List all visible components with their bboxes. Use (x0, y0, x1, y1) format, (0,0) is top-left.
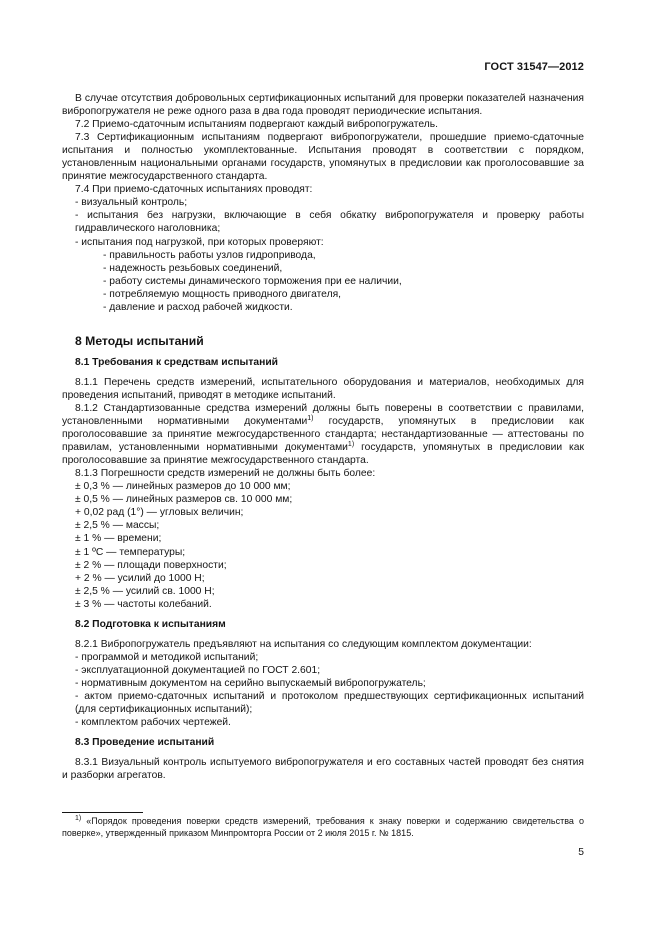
list-item: - эксплуатационной документацией по ГОСТ 2.601; (75, 664, 321, 676)
paragraph-8-1-1: 8.1.1 Перечень средств измерений, испытательного оборудования и материалов, необходимых для проведения испытаний, приводят в методике испытаний. (62, 376, 584, 401)
paragraph-8-1-3: 8.1.3 Погрешности средств измерений не должны быть более: (75, 468, 376, 480)
paragraph-8-2-1: 8.2.1 Вибропогружатель предъявляют на испытания со следующим комплектом документации: (75, 638, 532, 650)
list-item: - визуальный контроль; (75, 197, 188, 209)
list-item: - испытания под нагрузкой, при которых проверяют: (75, 236, 324, 248)
paragraph-periodic-tests: В случае отсутствия добровольных сертификационных испытаний для проверки показателей назначения вибропогружателя не реже одного раза в два года проводят периодические испытания. (62, 93, 584, 118)
document-number: ГОСТ 31547—2012 (484, 61, 584, 73)
paragraph-8-1-2-part: государств, упомянутых в предисловии как проголосовавшие за принятие межгосударственного стандарта; нестандартизованные — аттестованы по правилам, установленными нормативными документами (62, 416, 584, 454)
sub-list-item: - правильность работы узлов гидропривода, (103, 249, 316, 261)
footnote-text: «Порядок проведения поверки средств измерений, требования к знаку поверки и содержанию свидетельства о поверке», утвержденный приказом Минпромторга России от 2 июля 2015 г. № 1815. (62, 816, 584, 838)
paragraph-8-1-2-part: государств, упомянутых в предисловии как проголосовавшие за принятие межгосударственного стандарта. (62, 442, 584, 467)
footnote-mark: 1) (75, 815, 82, 822)
page-body (62, 92, 584, 782)
error-limit-item: ± 2,5 % — массы; (75, 520, 160, 532)
error-limit-item: + 2 % — усилий до 1000 Н; (75, 572, 205, 584)
error-limit-item: + 0,02 рад (1°) — угловых величин; (75, 507, 244, 519)
footnote-reference: 1) (307, 415, 314, 423)
subsection-8-1-heading: 8.1 Требования к средствам испытаний (75, 356, 278, 368)
paragraph-8-1-2 (62, 402, 584, 467)
subsection-8-2-heading: 8.2 Подготовка к испытаниям (75, 618, 226, 630)
section-8-heading: 8 Методы испытаний (75, 333, 204, 348)
paragraph-8-1-2-part: 8.1.2 Стандартизованные средства измерений должны быть поверены в соответствии с правилами, установленными нормативными документами (62, 402, 584, 428)
sub-list-item: - потребляемую мощность приводного двигателя, (103, 288, 342, 300)
error-limit-item: ± 2,5 % — усилий св. 1000 Н; (75, 585, 215, 597)
footnote-divider (62, 812, 143, 813)
sub-list-item: - надежность резьбовых соединений, (103, 262, 283, 274)
list-item: - программой и методикой испытаний; (75, 651, 259, 663)
error-limit-item: ± 2 % — площади поверхности; (75, 559, 227, 571)
sub-list-item: - работу системы динамического торможения при ее наличии, (103, 275, 402, 287)
error-limit-item: ± 1 % — времени; (75, 533, 162, 545)
paragraph-7-4: 7.4 При приемо-сдаточных испытаниях проводят: (75, 184, 313, 196)
paragraph-8-3-1: 8.3.1 Визуальный контроль испытуемого вибропогружателя и его составных частей проводят без снятия и разборки агрегатов. (62, 757, 584, 782)
footnote (62, 816, 584, 840)
list-item: - комплектом рабочих чертежей. (75, 717, 231, 729)
error-limit-item: ± 1 ºС — температуры; (75, 546, 186, 558)
list-item: - испытания без нагрузки, включающие в себя обкатку вибропогружателя и проверку работы гидравлического наголовника; (75, 210, 584, 235)
document-page (62, 0, 584, 935)
error-limit-item: ± 0,3 % — линейных размеров до 10 000 мм; (75, 481, 291, 493)
list-item: - актом приемо-сдаточных испытаний и протоколом предшествующих сертификационных испытаний (для сертификационных испытаний); (75, 690, 584, 716)
paragraph-7-3: 7.3 Сертификационным испытаниям подвергают вибропогружатели, прошедшие приемо-сдаточные испытания и полностью укомплектованные. Испытания проводят в соответствии с порядком, установленным национальными органами государств, упомянутых в предисловии как проголосовавшие за принятие межгосударственного стандарта. (62, 132, 584, 183)
footnote-reference: 1) (347, 441, 355, 449)
error-limit-item: ± 0,5 % — линейных размеров св. 10 000 мм; (75, 494, 293, 506)
subsection-8-3-heading: 8.3 Проведение испытаний (75, 737, 215, 749)
page-number: 5 (578, 847, 584, 858)
paragraph-7-2: 7.2 Приемо-сдаточным испытаниям подвергают каждый вибропогружатель. (75, 119, 439, 131)
error-limit-item: ± 3 % — частоты колебаний. (75, 598, 212, 610)
list-item: - нормативным документом на серийно выпускаемый вибропогружатель; (75, 677, 426, 689)
sub-list-item: - давление и расход рабочей жидкости. (103, 301, 293, 313)
